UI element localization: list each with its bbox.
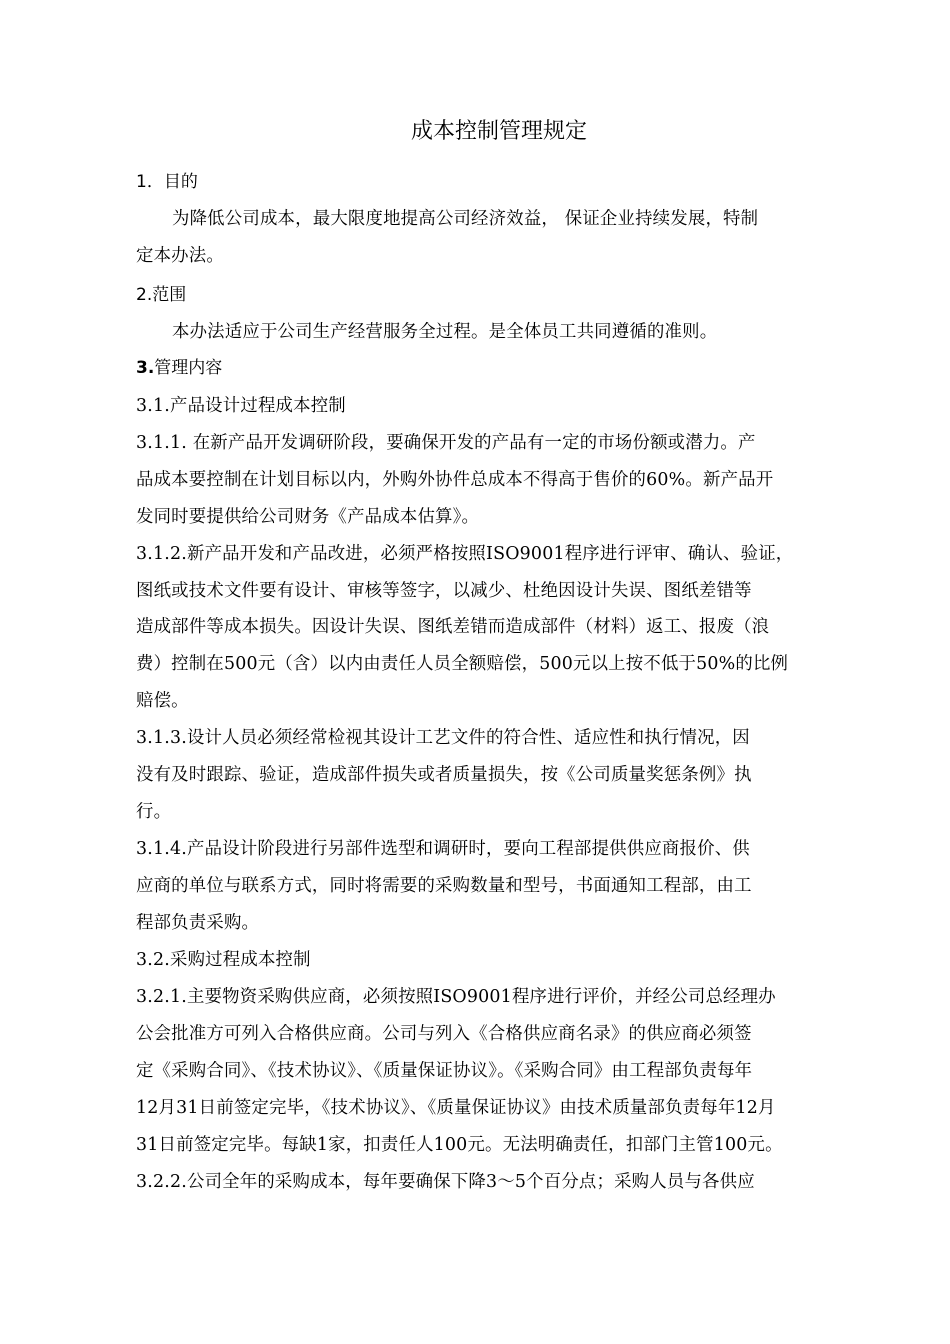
section-3-heading-number: 3. bbox=[136, 358, 155, 378]
section-2-heading: 2.范围 bbox=[136, 285, 187, 305]
clause-3-1-4-line: 程部负责采购。 bbox=[136, 913, 260, 933]
clause-3-2-1-line: 31日前签定完毕。每缺1家，扣责任人100元。无法明确责任，扣部门主管100元。 bbox=[136, 1135, 783, 1155]
clause-3-1-4-line: 应商的单位与联系方式，同时将需要的采购数量和型号，书面通知工程部，由工 bbox=[136, 876, 752, 896]
section-3-heading-text: 管理内容 bbox=[154, 358, 223, 378]
subsection-3-2-heading: 3.2.采购过程成本控制 bbox=[136, 950, 311, 970]
clause-3-1-2-line: 赔偿。 bbox=[136, 691, 189, 711]
document-title: 成本控制管理规定 bbox=[410, 119, 587, 144]
section-1-heading: 1．目的 bbox=[136, 172, 198, 192]
clause-3-2-1-line: 3.2.1.主要物资采购供应商，必须按照ISO9001程序进行评价，并经公司总经理办 bbox=[136, 987, 776, 1007]
section-3-heading bbox=[136, 356, 222, 380]
section-2-paragraph-line: 本办法适应于公司生产经营服务全过程。是全体员工共同遵循的准则。 bbox=[172, 322, 718, 342]
clause-3-1-2-line: 3.1.2.新产品开发和产品改进，必须严格按照ISO9001程序进行评审、确认、验证， bbox=[136, 544, 794, 564]
clause-3-2-1-line: 定《采购合同》、《技术协议》、《质量保证协议》。《采购合同》由工程部负责每年 bbox=[136, 1061, 753, 1081]
clause-3-1-4-line: 3.1.4.产品设计阶段进行另部件选型和调研时，要向工程部提供供应商报价、供 bbox=[136, 839, 750, 859]
clause-3-1-2-line: 造成部件等成本损失。因设计失误、图纸差错而造成部件（材料）返工、报废（浪 bbox=[136, 617, 770, 637]
clause-3-1-3-line: 没有及时跟踪、验证，造成部件损失或者质量损失，按《公司质量奖惩条例》执 bbox=[136, 765, 752, 785]
clause-3-1-2-line: 费）控制在500元（含）以内由责任人员全额赔偿，500元以上按不低于50%的比例 bbox=[136, 654, 789, 674]
clause-3-1-1-line: 品成本要控制在计划目标以内，外购外协件总成本不得高于售价的60%。新产品开 bbox=[136, 470, 774, 490]
clause-3-1-1-line: 3.1.1. 在新产品开发调研阶段，要确保开发的产品有一定的市场份额或潜力。产 bbox=[136, 433, 756, 453]
section-1-paragraph-line: 为降低公司成本，最大限度地提高公司经济效益， 保证企业持续发展，特制 bbox=[172, 209, 759, 229]
clause-3-2-1-line: 公会批准方可列入合格供应商。公司与列入《合格供应商名录》的供应商必须签 bbox=[136, 1024, 752, 1044]
subsection-3-1-heading: 3.1.产品设计过程成本控制 bbox=[136, 396, 346, 416]
clause-3-2-2-line: 3.2.2.公司全年的采购成本，每年要确保下降3～5个百分点；采购人员与各供应 bbox=[136, 1172, 755, 1192]
clause-3-1-3-line: 行。 bbox=[136, 802, 172, 822]
clause-3-1-1-line: 发同时要提供给公司财务《产品成本估算》。 bbox=[136, 507, 480, 527]
clause-3-1-2-line: 图纸或技术文件要有设计、审核等签字，以减少、杜绝因设计失误、图纸差错等 bbox=[136, 581, 752, 601]
clause-3-2-1-line: 12月31日前签定完毕，《技术协议》、《质量保证协议》由技术质量部负责每年12月 bbox=[136, 1098, 776, 1118]
section-1-paragraph-line: 定本办法。 bbox=[136, 246, 224, 266]
clause-3-1-3-line: 3.1.3.设计人员必须经常检视其设计工艺文件的符合性、适应性和执行情况，因 bbox=[136, 728, 750, 748]
